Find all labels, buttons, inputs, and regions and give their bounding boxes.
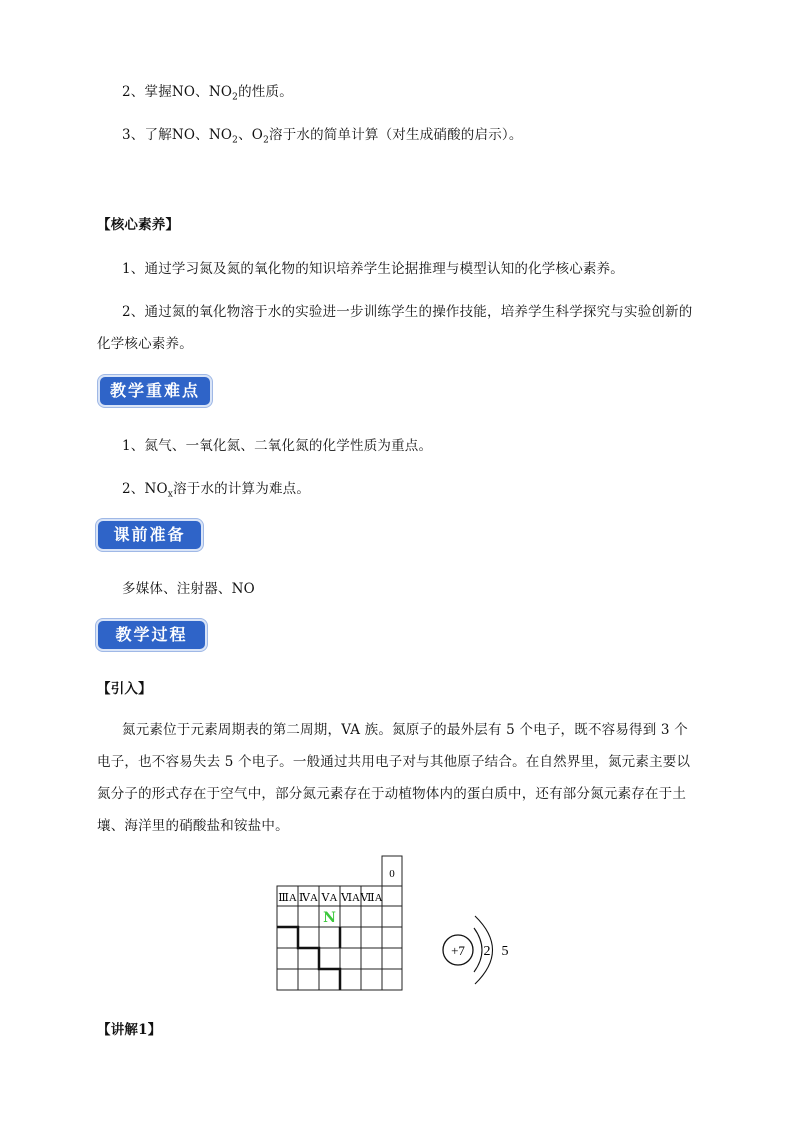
- shell-2-electrons: 5: [501, 944, 509, 959]
- key-point-2-text: 2、NO: [122, 481, 168, 497]
- objective-item-3: [122, 123, 523, 146]
- group-header-5a: ⅤA: [321, 892, 338, 904]
- intro-line-2: 电子，也不容易失去 5 个电子。一般通过共用电子对与其他原子结合。在自然界里，氮元素主要以: [97, 754, 691, 770]
- objective-3-text-b: 、O: [238, 127, 264, 143]
- objective-2-text-end: 的性质。: [238, 84, 293, 100]
- nitrogen-symbol: N: [323, 910, 336, 926]
- lecture-heading: 【讲解1】: [97, 1022, 162, 1038]
- objective-3-text-c: 溶于水的简单计算（对生成硝酸的启示）。: [269, 127, 523, 143]
- intro-heading: 【引入】: [97, 681, 152, 697]
- core-item-1: 1、通过学习氮及氮的氧化物的知识培养学生论据推理与模型认知的化学核心素养。: [122, 261, 624, 277]
- nucleus-charge: +7: [451, 943, 465, 958]
- zero-group-label: 0: [389, 868, 395, 880]
- group-header-6a: ⅥA: [340, 892, 361, 904]
- electron-shell-1-arc: [474, 928, 482, 972]
- objective-3-sub-1: 2: [232, 135, 239, 146]
- key-point-1: 1、氮气、一氧化氮、二氧化氮的化学性质为重点。: [122, 438, 433, 454]
- group-header-3a: ⅢA: [278, 892, 297, 904]
- group-header-4a: ⅣA: [299, 892, 318, 904]
- staircase-divider: [277, 927, 340, 990]
- key-points-badge: 教学重难点: [100, 377, 210, 405]
- core-heading: 【核心素养】: [97, 217, 180, 233]
- objective-2-subscript: 2: [232, 92, 239, 103]
- core-item-2-line-2: 化学核心素养。: [97, 336, 193, 352]
- periodic-table-diagram: [274, 850, 524, 995]
- key-point-2-text-end: 溶于水的计算为难点。: [173, 481, 311, 497]
- preparation-badge: 课前准备: [98, 521, 201, 549]
- objective-3-sub-2: 2: [263, 135, 269, 146]
- process-badge: 教学过程: [98, 621, 205, 649]
- objective-item-2: [122, 80, 293, 103]
- objective-2-text: 2、掌握NO、NO: [122, 84, 233, 100]
- group-header-7a: ⅦA: [360, 892, 383, 904]
- key-point-2: [122, 477, 310, 500]
- intro-line-3: 氮分子的形式存在于空气中，部分氮元素存在于动植物体内的蛋白质中，还有部分氮元素存在于土: [97, 786, 687, 802]
- intro-line-1: 氮元素位于元素周期表的第二周期，VA 族。氮原子的最外层有 5 个电子，既不容易得到 3 个: [122, 722, 688, 738]
- nitrogen-atom-structure: [443, 916, 509, 984]
- intro-line-4: 壤、海洋里的硝酸盐和铵盐中。: [97, 818, 289, 834]
- shell-1-electrons: 2: [483, 944, 491, 959]
- preparation-text: 多媒体、注射器、NO: [122, 581, 255, 597]
- core-item-2-line-1: 2、通过氮的氧化物溶于水的实验进一步训练学生的操作技能，培养学生科学探究与实验创新的: [122, 304, 693, 320]
- key-point-2-subscript: x: [167, 489, 174, 500]
- objective-3-text-a: 3、了解NO、NO: [122, 127, 233, 143]
